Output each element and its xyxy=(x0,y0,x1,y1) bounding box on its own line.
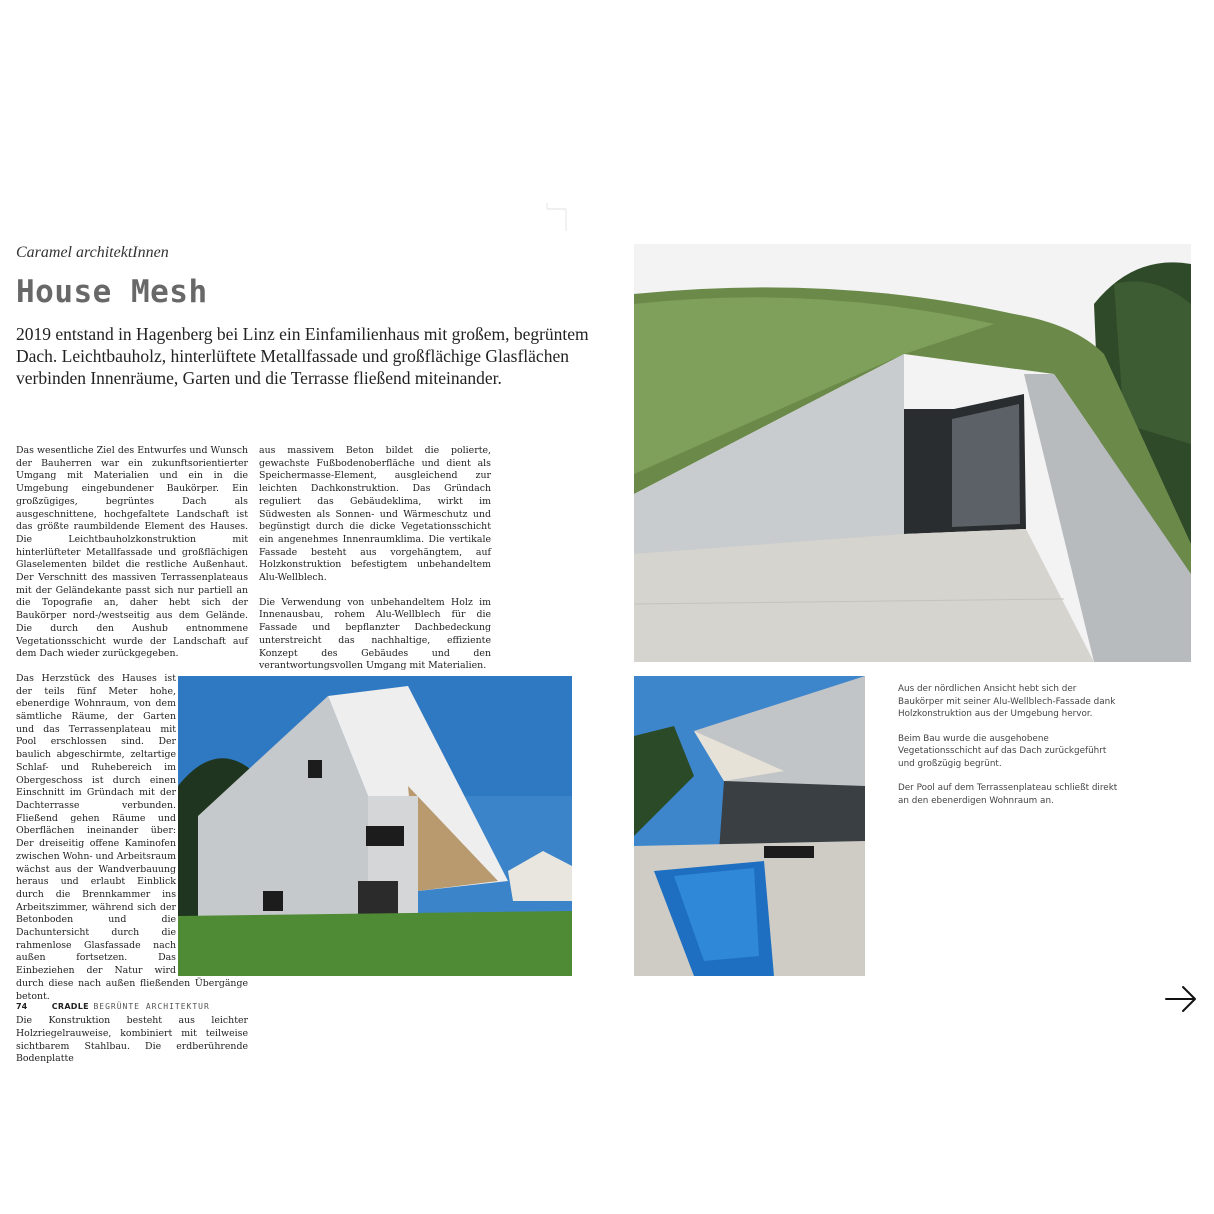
body-paragraph: aus massivem Beton bildet die polierte, gewachste Fußbodenoberfläche und dient als Speichermasse-Element, ausgleichend zur leichten Dachkonstruktion. Das Gründach reguliert das Gebäudeklima, wirkt im Südwesten als Sonnen- und Wärmeschutz und begünstigt durch die dicke Vegetationsschicht ein angenehmes Innenraumklima. Die vertikale Fassade besteht aus vorgehängtem, auf Holzkonstruktion befestigtem unbehandeltem Alu-Wellblech. xyxy=(259,445,491,584)
photo-captions xyxy=(898,683,1123,819)
photo-side-elevation xyxy=(178,676,572,976)
page-number: 74 xyxy=(16,1002,28,1011)
page-footer xyxy=(16,1002,210,1011)
body-paragraph: Das Herzstück des Hauses ist der teils fünf Meter hohe, ebenerdige Wohnraum, von dem sämtliche Räume, der Garten und das Terrassenplateau mit Pool erschlossen sind. Der baulich abgeschirmte, zeltartige Schlaf- und Ruhebereich im Obergeschoss ist durch einen Einschnitt im Gründach mit der Dachterrasse verbunden. Fließend gehen Räume und Oberflächen ineinander über: Der dreiseitig offene Kaminofen zwischen Wohn- und Arbeitsraum wächst aus der Wandverbauung heraus und erlaubt Einblick durch die Brennkammer ins Arbeitszimmer, während sich der Betonboden und die Dachuntersicht durch die rahmenlose Glasfassade nach außen fortsetzen. Das Einbeziehen der Natur wird durch diese nach außen fließenden Übergänge betont. xyxy=(16,672,248,1002)
brand-name: CRADLE xyxy=(51,1002,89,1011)
crop-mark xyxy=(546,203,572,231)
body-paragraph: Das wesentliche Ziel des Entwurfes und Wunsch der Bauherren war ein zukunftsorientierter Umgang mit Materialien und ein in die Umgebung eingebundener Baukörper. Ein großzügiges, begrüntes Dach als ausgeschnittene, hochgefaltete Landschaft ist das größte raumbildende Element des Hauses. Die Leichtbauholzkonstruktion mit hinterlüfteter Metallfassade und großflächigen Glaselementen bildet die restliche Außenhaut. Der Verschnitt des massiven Terrassenplateaus mit der Geländekante passt sich nur partiell an die Topografie an, daher hebt sich der Baukörper nord-/westseitig aus dem Gelände. Die durch den Aushub entnommene Vegetationsschicht wurde der Landschaft auf dem Dach wieder zurückgegeben. xyxy=(16,445,248,660)
caption: Der Pool auf dem Terrassenplateau schließt direkt an den ebenerdigen Wohnraum an. xyxy=(898,783,1118,806)
lead-paragraph: 2019 entstand in Hagenberg bei Linz ein Einfamilienhaus mit großem, begrüntem Dach. Leichtbauholz, hinterlüftete Metallfassade und großflächige Glasflächen verbinden Innenräume, Garten und die Terrasse fließend miteinander. xyxy=(16,324,589,388)
body-paragraph: Die Verwendung von unbehandeltem Holz im Innenausbau, rohem Alu-Wellblech für die Fassade und bepflanzter Dachbedeckung unterstreicht das nachhaltige, effiziente Konzept des Gebäudes und den verantwortungsvollen Umgang mit Materialien. xyxy=(259,596,491,672)
author-line: Caramel architektInnen xyxy=(16,244,169,261)
body-column-2 xyxy=(259,445,491,685)
arrow-right-icon[interactable] xyxy=(1164,984,1198,1014)
caption: Beim Bau wurde die ausgehobene Vegetationsschicht auf das Dach zurückgeführt und großzügig begrünt. xyxy=(898,733,1107,769)
body-paragraph: Die Konstruktion besteht aus leichter Holzriegelrauweise, kombiniert mit teilweise sichtbarem Stahlbau. Die erdberührende Bodenplatte xyxy=(16,1015,248,1065)
photo-pool-terrace xyxy=(634,676,865,976)
photo-green-roof-terrace xyxy=(634,244,1191,662)
caption: Aus der nördlichen Ansicht hebt sich der Baukörper mit seiner Alu-Wellblech-Fassade dank Holzkonstruktion aus der Umgebung hervor. xyxy=(898,684,1116,719)
article-title: House Mesh xyxy=(16,274,208,310)
section-name: BEGRÜNTE ARCHITEKTUR xyxy=(93,1002,210,1011)
